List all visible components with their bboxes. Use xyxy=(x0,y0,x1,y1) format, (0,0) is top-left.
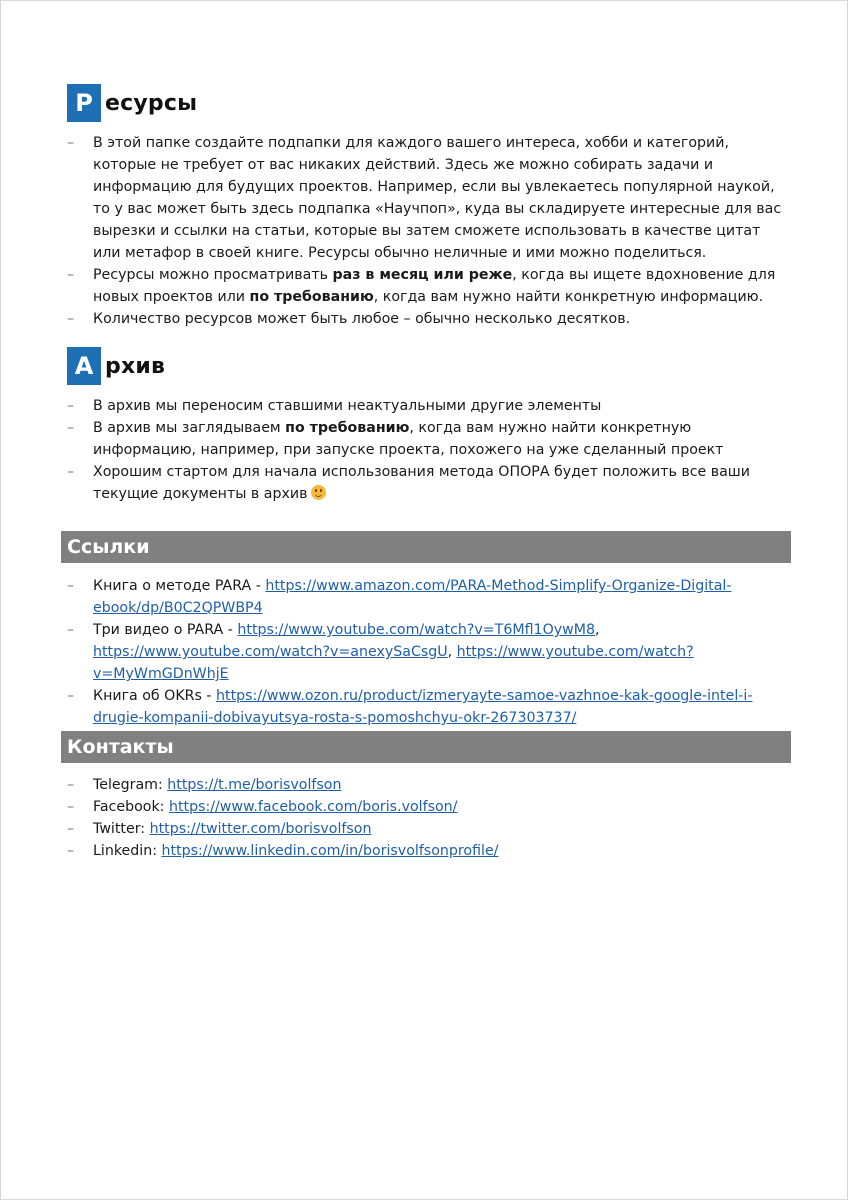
text: Книга об OKRs - xyxy=(93,688,217,704)
resources-heading xyxy=(67,84,197,122)
dash-bullet: – xyxy=(67,799,75,815)
bold-text: по требованию xyxy=(285,420,410,436)
text: , когда вам нужно найти конкретную информацию. xyxy=(373,289,764,305)
list-item xyxy=(67,685,791,729)
text: В архив мы заглядываем xyxy=(93,420,286,436)
list-item xyxy=(67,796,791,818)
dash-bullet: – xyxy=(67,777,75,793)
list-item xyxy=(67,840,791,862)
archive-title: рхив xyxy=(105,353,166,379)
text: Facebook: xyxy=(93,799,169,815)
contacts-section-bar: Контакты xyxy=(61,731,791,763)
dash-bullet: – xyxy=(67,821,75,837)
text: Linkedin: xyxy=(93,843,162,859)
smiling-face-icon xyxy=(311,485,326,500)
dash-bullet: – xyxy=(67,464,75,480)
text: Три видео о PARA - xyxy=(93,622,238,638)
list-item xyxy=(67,774,791,796)
resources-title: есурсы xyxy=(105,90,198,116)
list-item xyxy=(67,575,791,619)
hyperlink[interactable]: https://www.ozon.ru/product/izmeryayte-samoe-vazhnoe-kak-google-intel-i-drugie-kompanii-dobivayutsya-rosta-s-pomoshchyu-okr-267303737/ xyxy=(93,688,753,726)
list-item xyxy=(67,395,791,417)
hyperlink[interactable]: https://www.amazon.com/PARA-Method-Simplify-Organize-Digital-ebook/dp/B0C2QPWBP4 xyxy=(93,578,732,616)
hyperlink[interactable]: https://www.youtube.com/watch?v=anexySaCsgU xyxy=(93,644,448,660)
dash-bullet: – xyxy=(67,578,75,594)
list-item xyxy=(67,818,791,840)
archive-heading xyxy=(67,347,165,385)
text: Хорошим стартом для начала использования метода ОПОРА будет положить все ваши текущие документы в архив xyxy=(93,464,751,502)
archive-initial-letter: А xyxy=(67,347,101,385)
list-item xyxy=(67,264,791,308)
text: В архив мы переносим ставшими неактуальными другие элементы xyxy=(93,398,602,414)
hyperlink[interactable]: https://www.facebook.com/boris.volfson/ xyxy=(168,799,458,815)
dash-bullet: – xyxy=(67,267,75,283)
dash-bullet: – xyxy=(67,398,75,414)
text: Количество ресурсов может быть любое – обычно несколько десятков. xyxy=(93,311,631,327)
text: , xyxy=(447,644,457,660)
dash-bullet: – xyxy=(67,135,75,151)
text: Книга о методе PARA - xyxy=(93,578,266,594)
text: , когда вам нужно найти конкретную информацию, например, при запуске проекта, похожего на уже сделанный проект xyxy=(93,420,724,458)
bold-text: по требованию xyxy=(249,289,374,305)
text: , xyxy=(595,622,600,638)
list-item xyxy=(67,417,791,461)
list-item xyxy=(67,461,791,505)
hyperlink[interactable]: https://www.linkedin.com/in/borisvolfsonprofile/ xyxy=(161,843,499,859)
list-item xyxy=(67,308,791,330)
dash-bullet: – xyxy=(67,420,75,436)
dash-bullet: – xyxy=(67,311,75,327)
links-list xyxy=(67,575,791,729)
resources-list xyxy=(67,132,791,330)
text: В этой папке создайте подпапки для каждого вашего интереса, хобби и категорий, которые не требует от вас никаких действий. Здесь же можно собирать задачи и информацию для будущих проектов. Например, если вы увлекаетесь популярной наукой, то у вас может быть здесь подпапка «Научпоп», куда вы складируете интересные для вас вырезки и ссылки на статьи, которые вы затем сможете использовать в качестве цитат или метафор в своей книге. Ресурсы обычно неличные и ими можно поделиться. xyxy=(93,135,782,261)
dash-bullet: – xyxy=(67,622,75,638)
text: Ресурсы можно просматривать xyxy=(93,267,333,283)
dash-bullet: – xyxy=(67,843,75,859)
text: Telegram: xyxy=(93,777,168,793)
bold-text: раз в месяц или реже xyxy=(332,267,513,283)
dash-bullet: – xyxy=(67,688,75,704)
hyperlink[interactable]: https://t.me/borisvolfson xyxy=(167,777,342,793)
archive-list xyxy=(67,395,791,505)
text: Twitter: xyxy=(93,821,150,837)
hyperlink[interactable]: https://www.youtube.com/watch?v=T6Mfl1OywM8 xyxy=(237,622,596,638)
contacts-list xyxy=(67,774,791,862)
hyperlink[interactable]: https://twitter.com/borisvolfson xyxy=(149,821,372,837)
list-item xyxy=(67,132,791,264)
list-item xyxy=(67,619,791,685)
text: , когда вы ищете вдохновение для новых проектов или xyxy=(93,267,776,305)
resources-initial-letter: Р xyxy=(67,84,101,122)
links-section-bar: Ссылки xyxy=(61,531,791,563)
hyperlink[interactable]: https://www.youtube.com/watch?v=MyWmGDnWhjE xyxy=(93,644,694,682)
